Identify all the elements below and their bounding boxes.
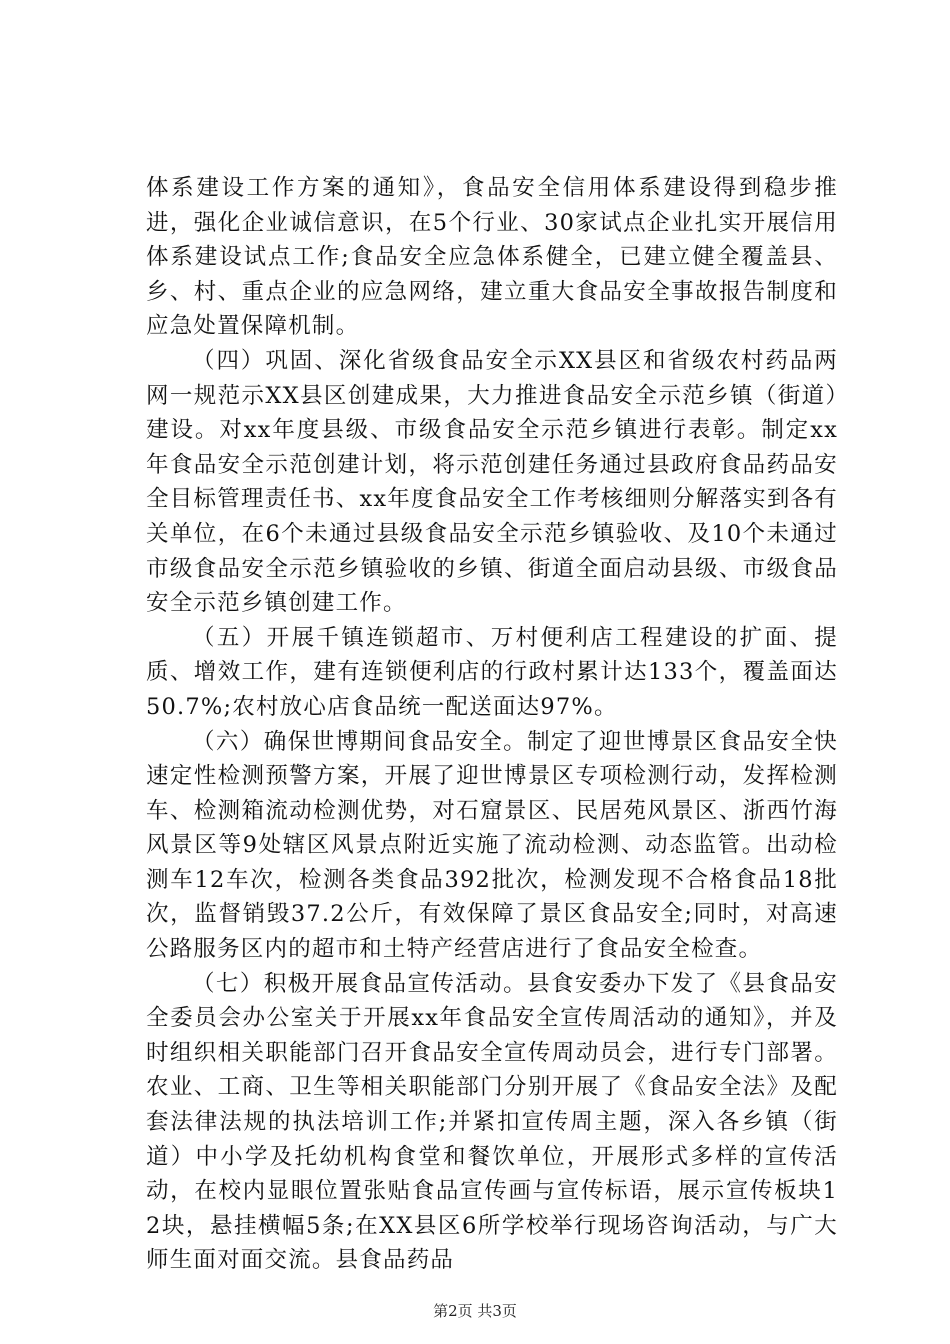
paragraph-section-4: （四）巩固、深化省级食品安全示XX县区和省级农村药品两网一规范示XX县区创建成果，大力推进食品安全示范乡镇（街道）建设。对xx年度县级、市级食品安全示范乡镇进行表彰。制定xx年食品安全示范创建计划，将示范创建任务通过县政府食品药品安全目标管理责任书、xx年度食品安全工作考核细则分解落实到各有关单位，在6个未通过县级食品安全示范乡镇验收、及10个未通过市级食品安全示范乡镇验收的乡镇、街道全面启动县级、市级食品安全示范乡镇创建工作。 [146, 347, 838, 617]
paragraph-section-7: （七）积极开展食品宣传活动。县食安委办下发了《县食品安全委员会办公室关于开展xx年食品安全宣传周活动的通知》，并及时组织相关职能部门召开食品安全宣传周动员会，进行专门部署。农业、工商、卫生等相关职能部门分别开展了《食品安全法》及配套法律法规的执法培训工作;并紧扣宣传周主题，深入各乡镇（街道）中小学及托幼机构食堂和餐饮单位，开展形式多样的宣传活动，在校内显眼位置张贴食品宣传画与宣传标语，展示宣传板块12块，悬挂横幅5条;在XX县区6所学校举行现场咨询活动，与广大师生面对面交流。县食品药品 [146, 970, 838, 1274]
paragraph-continuation: 体系建设工作方案的通知》，食品安全信用体系建设得到稳步推进，强化企业诚信意识，在5个行业、30家试点企业扎实开展信用体系建设试点工作;食品安全应急体系健全，已建立健全覆盖县、乡、村、重点企业的应急网络，建立重大食品安全事故报告制度和应急处置保障机制。 [146, 175, 838, 340]
page-number-footer: 第2页 共3页 [433, 1302, 517, 1320]
paragraph-section-6: （六）确保世博期间食品安全。制定了迎世博景区食品安全快速定性检测预警方案，开展了迎世博景区专项检测行动，发挥检测车、检测箱流动检测优势，对石窟景区、民居苑风景区、浙西竹海风景区等9处辖区风景点附近实施了流动检测、动态监管。出动检测车12车次，检测各类食品392批次，检测发现不合格食品18批次，监督销毁37.2公斤，有效保障了景区食品安全;同时，对高速公路服务区内的超市和土特产经营店进行了食品安全检查。 [146, 728, 838, 963]
document-body [146, 171, 838, 1278]
paragraph-section-5: （五）开展千镇连锁超市、万村便利店工程建设的扩面、提质、增效工作，建有连锁便利店的行政村累计达133个，覆盖面达50.7%;农村放心店食品统一配送面达97%。 [146, 624, 838, 720]
